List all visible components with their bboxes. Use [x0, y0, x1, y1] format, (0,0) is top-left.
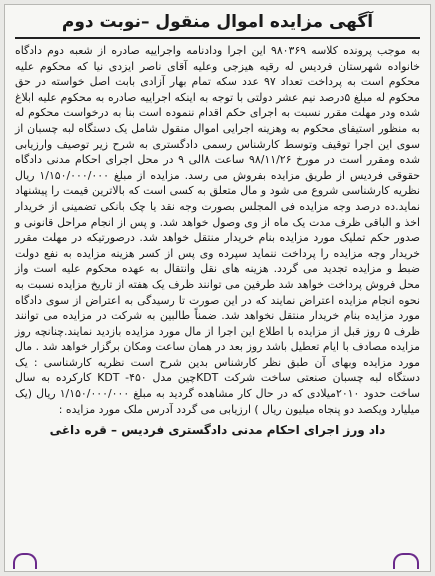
notice-title: آگهی مزایده اموال منقول –نوبت دوم	[61, 12, 374, 32]
notice-body: به موجب پرونده کلاسه ۹۸۰۳۶۹ این اجرا ودادنامه واجراییه صادره از شعبه دوم دادگاه خانواده شهرستان فردیس له رقیه هیزجی وعلیه آقای ناصر ایزدی نیا که محکوم علیه محکوم است به پرداخت تعداد ۹۷ عدد سکه تمام بهار آزادی بابت اصل خواسته در حق محکوم له مبلغ ۵درصد نیم عشر دولتی با توجه به اینکه اجراییه صادره به محکوم علیه ابلاغ شده ودر مهلت مقرر نسبت به اجرای حکم اقدام ننموده است بنا به درخواست محکوم له به منظور استیفای محکوم به وهزینه اجرایی اموال منقول شامل یک دستگاه لبه چسبان از سوی این اجرا توقیف وتوسط کارشناس رسمی دادگستری به شرح زیر توصیف وارزیابی شده ومقرر است در مورخ ۹۸/۱۱/۲۶ ساعت ۸الی ۹ در محل اجرای احکام مدنی دادگاه حقوقی فردیس از طریق مزایده بفروش می رسد. مزایده از مبلغ ۱/۱۵۰/۰۰۰/۰۰۰ ریال نظریه کارشناسی شروع می شود و مال متعلق به کسی است که بالاترین قیمت را پیشنهاد نماید.ده درصد وجه مزایده فی المجلس بصورت وجه نقد یا چک بانکی تضمینی از خریدار اخذ و الباقی ظرف مدت یک ماه از وی وصول خواهد شد. و پس از انجام مراحل قانونی و صدور حکم تملیک مورد مزایده بنام خریدار منتقل خواهد شد. درصورتیکه در مهلت مقرر خریدار وجه مزایده را پرداخت ننماید سپرده وی پس از کسر هزینه مزایده به نفع دولت ضبط و مزایده تجدید می گردد. هزینه های نقل وانتقال به عهده محکوم علیه است واز محل فروش پرداخت خواهد شد طرفین می توانند ظرف یک هفته از تاریخ مزایده نسبت به نحوه انجام مزایده اعتراض نمایند که در این صورت تا رسیدگی به اعتراض از سوی دادگاه مورد مزایده بنام خریدار منتقل نخواهد شد. ضمناً طالبین به شرکت در مزایده می توانند ظرف ۵ روز قبل از مزایده با اطلاع این اجرا از مال مورد مزایده بازدید نمایند.چنانچه روز مزایده مصادف با ایام تعطیل باشد روز بعد در همان ساعت ومکان برگزار خواهد شد . مال مورد مزایده وبهای آن طبق نظر کارشناس بدین شرح است نظریه کارشناسی : یک دستگاه لبه چسبان صنعتی ساخت شرکت KDTچین مدل KDT -۴۵۰ کارکرده به سال ساخت حدود ۲۰۱۰میلادی که در حال کار مشاهده گردید به مبلغ ۱/۱۵۰/۰۰۰/۰۰۰ ریال (یک میلیارد ویکصد دو پنجاه میلیون ریال ) ارزیابی می گردد آدرس ملک مورد مزایده :	[15, 44, 421, 416]
title-divider	[15, 37, 420, 39]
auction-notice	[4, 4, 431, 572]
notice-signature: داد ورز اجرای احکام مدنی دادگستری فردیس – قره داغی	[49, 423, 386, 438]
corner-mark-icon	[393, 553, 419, 569]
corner-mark-icon	[13, 553, 37, 569]
